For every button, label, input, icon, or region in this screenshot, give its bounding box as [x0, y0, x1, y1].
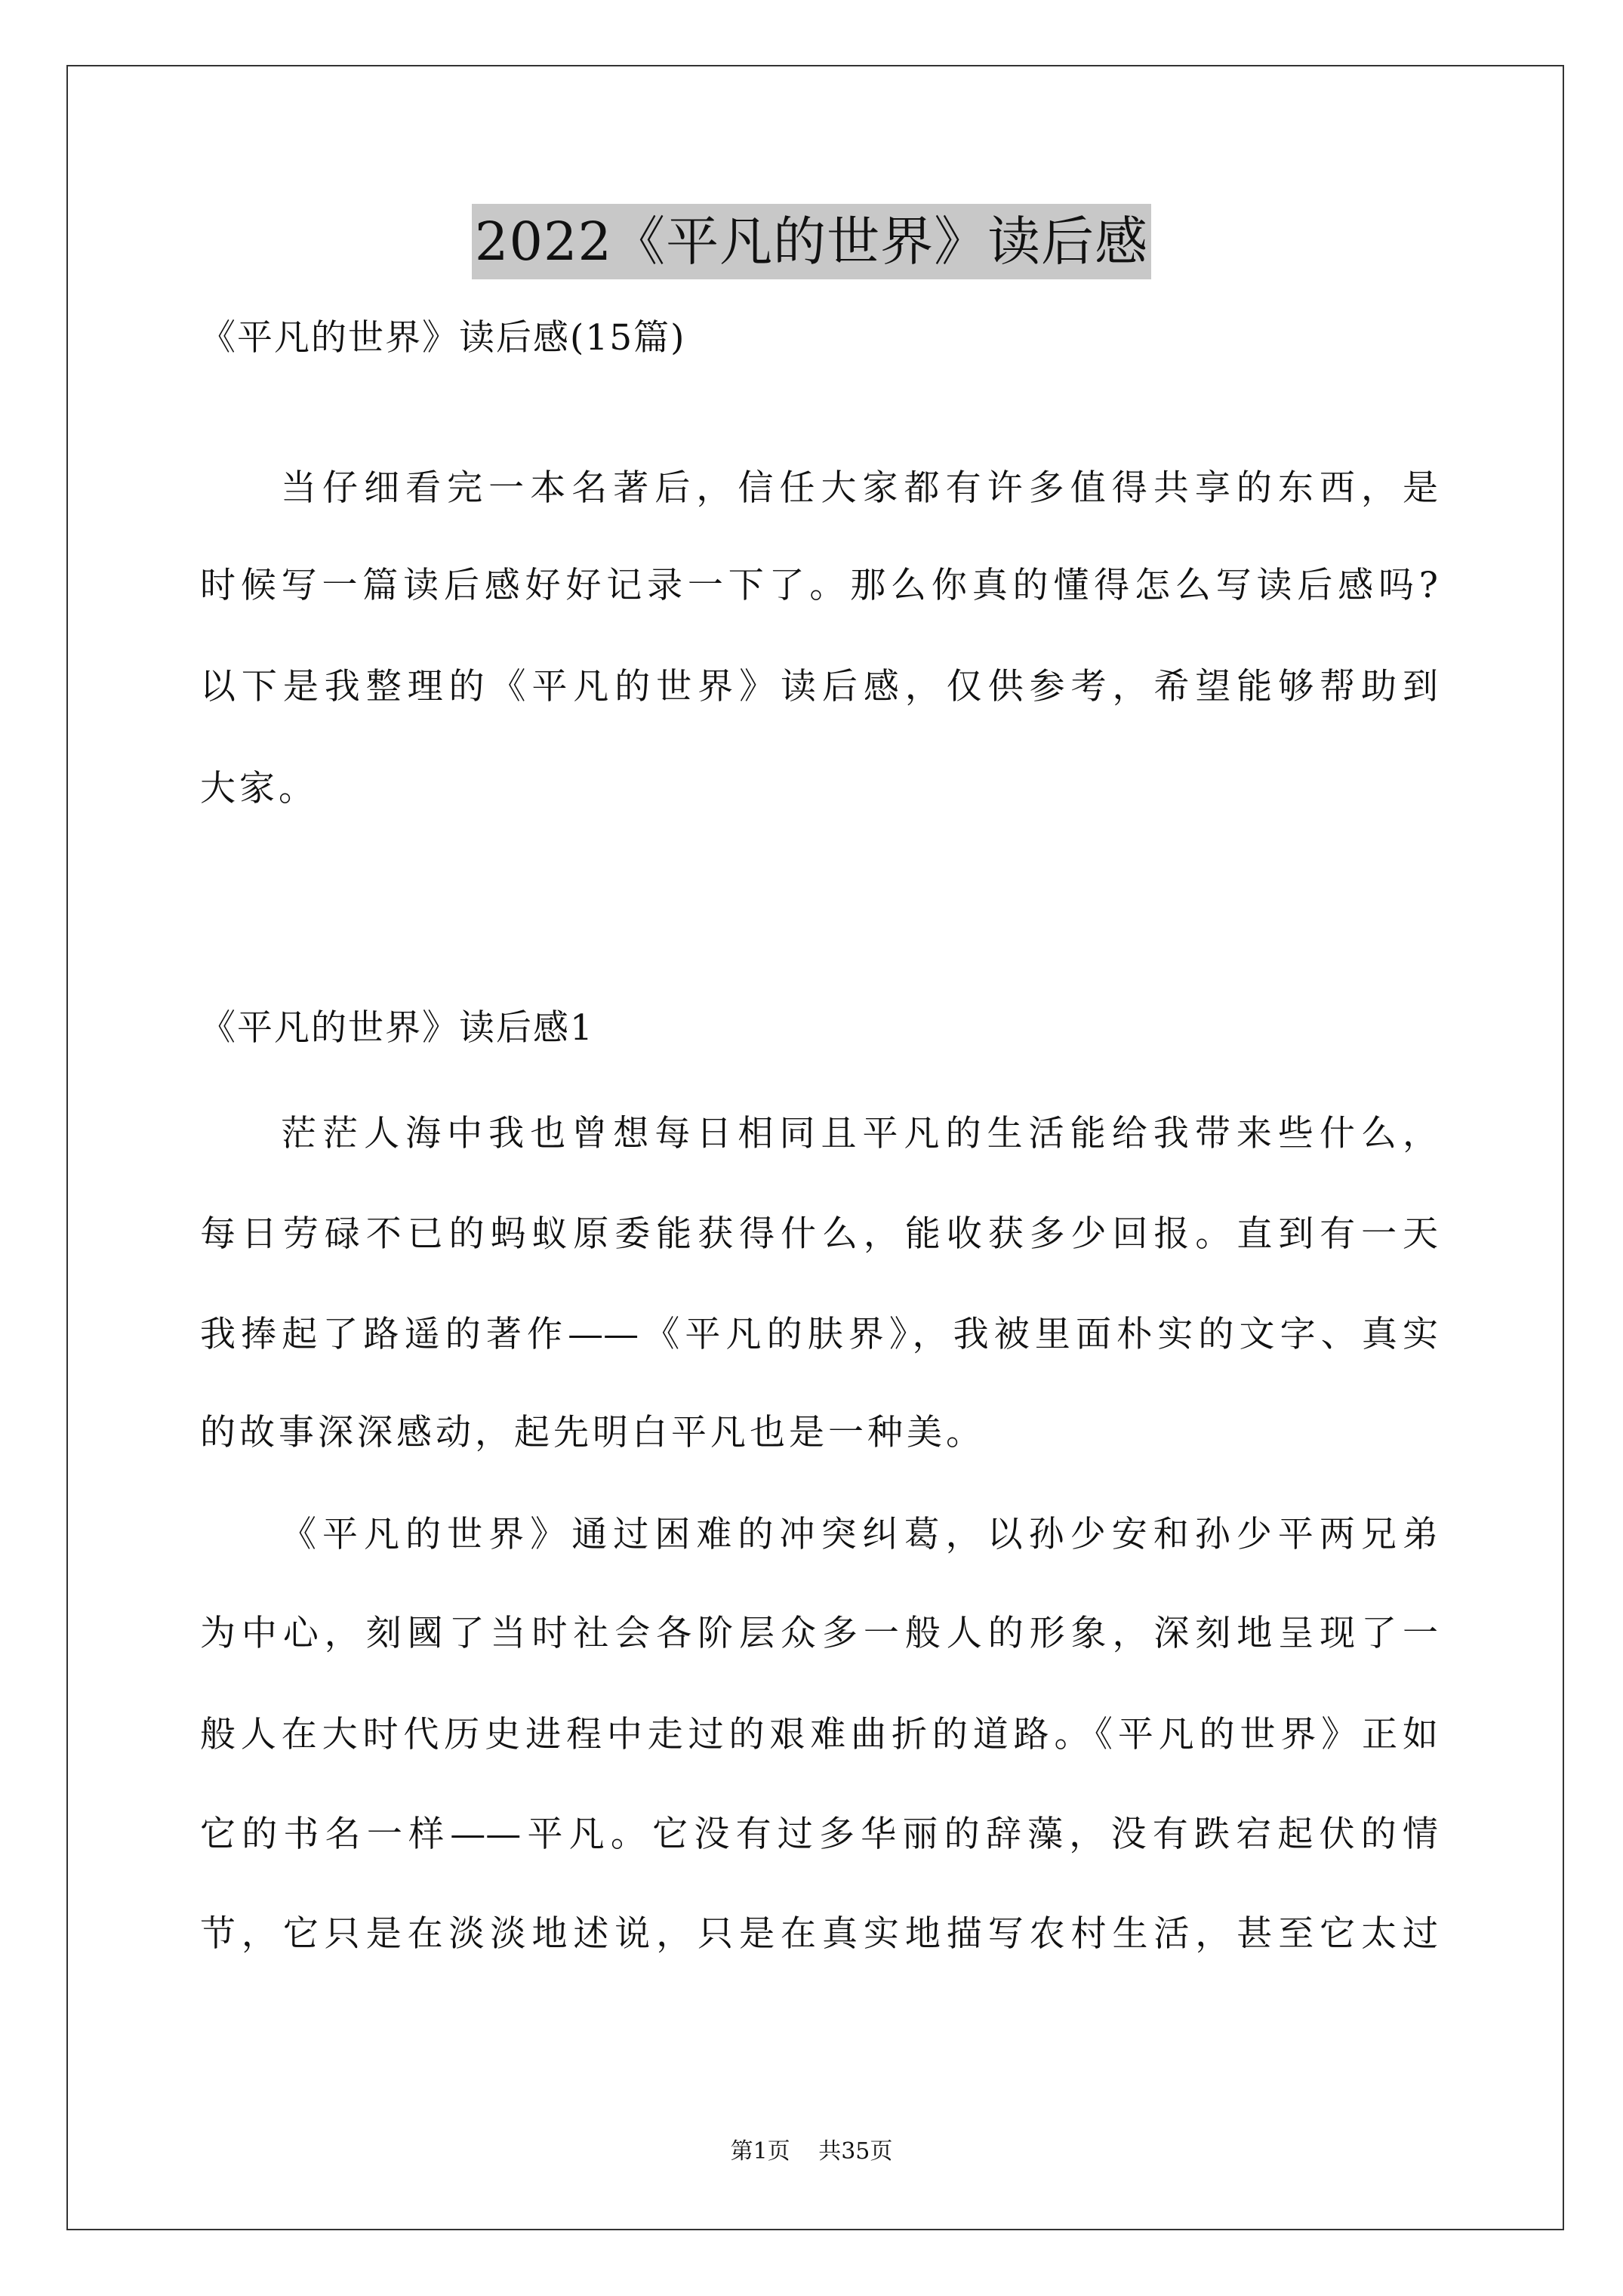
section1-para1-line-4: 的故事深深感动，起先明白平凡也是一种美。 — [200, 1412, 985, 1453]
section1-para2-line-4: 它的书名一样——平凡。它没有过多华丽的辞藻，没有跌宕起伏的情 — [200, 1814, 1438, 1855]
section1-para2-line-5: 节，它只是在淡淡地述说，只是在真实地描写农村生活，甚至它太过 — [200, 1913, 1438, 1955]
section1-para1-line-1: 茫茫人海中我也曾想每日相同且平凡的生活能给我带来些什么， — [281, 1113, 1438, 1154]
intro-line-4: 大家。 — [200, 768, 318, 809]
intro-line-1: 当仔细看完一本名著后，信任大家都有许多值得共享的东西，是 — [281, 467, 1438, 509]
document-subtitle: 《平凡的世界》读后感(15篇) — [200, 317, 686, 359]
section1-para1-line-2: 每日劳碌不已的蚂蚁原委能获得什么，能收获多少回报。直到有一天 — [200, 1213, 1438, 1255]
intro-line-2: 时候写一篇读后感好好记录一下了。那么你真的懂得怎么写读后感吗? — [200, 565, 1438, 606]
section-heading-1: 《平凡的世界》读后感1 — [200, 1007, 594, 1049]
section1-para2-line-3: 般人在大时代历史进程中走过的艰难曲折的道路。《平凡的世界》正如 — [200, 1714, 1438, 1755]
intro-line-3: 以下是我整理的《平凡的世界》读后感，仅供参考，希望能够帮助到 — [200, 666, 1438, 707]
section1-para1-line-3: 我捧起了路遥的著作——《平凡的肤界》，我被里面朴实的文字、真实 — [200, 1314, 1438, 1355]
title-container — [0, 204, 1623, 279]
section1-para2-line-2: 为中心，刻國了当时社会各阶层众多一般人的形象，深刻地呈现了一 — [200, 1613, 1438, 1654]
document-title: 2022《平凡的世界》读后感 — [472, 204, 1151, 279]
page-number: 第1页 — [730, 2138, 790, 2165]
section1-para2-line-1: 《平凡的世界》通过困难的冲突纠葛，以孙少安和孙少平两兄弟 — [281, 1514, 1438, 1555]
page-footer — [0, 2137, 1623, 2167]
page-total: 共35页 — [818, 2138, 893, 2165]
